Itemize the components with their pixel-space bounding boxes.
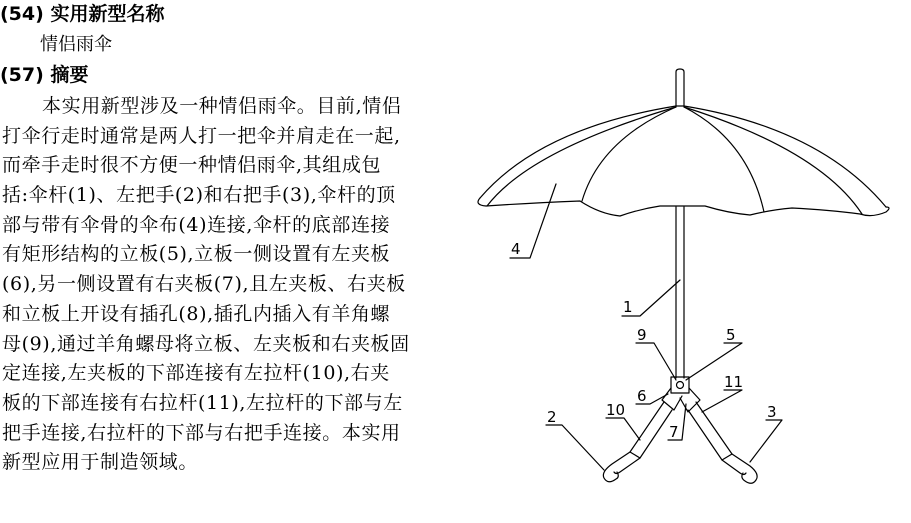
part-label-6: 6 — [637, 387, 647, 405]
right-clamp-plate — [680, 388, 700, 412]
right-pull-rod — [688, 402, 732, 460]
part-label-9: 9 — [637, 326, 647, 344]
part-label-2: 2 — [547, 408, 557, 426]
abstract-line: 板的下部连接有右拉杆(11),左拉杆的下部与左 — [2, 391, 403, 414]
section-54-code: (54) — [0, 3, 44, 25]
section-57-code: (57) — [0, 64, 44, 86]
umbrella-canopy — [480, 106, 886, 207]
abstract-line: 有矩形结构的立板(5),立板一侧设置有左夹板 — [2, 243, 391, 266]
abstract-line: 而牵手走时很不方便一种情侣雨伞,其组成包 — [2, 154, 382, 177]
part-label-10: 10 — [606, 401, 626, 419]
abstract-line: 和立板上开设有插孔(8),插孔内插入有羊角螺 — [2, 302, 391, 325]
umbrella-rib — [582, 107, 676, 201]
abstract-line: 母(9),通过羊角螺母将立板、左夹板和右夹板固 — [2, 332, 410, 355]
abstract-line: 括:伞杆(1)、左把手(2)和右把手(3),伞杆的顶 — [2, 184, 396, 207]
part-label-1: 1 — [623, 298, 633, 316]
umbrella-rib — [684, 107, 862, 214]
leader-line-9 — [636, 343, 676, 380]
abstract-text — [2, 92, 442, 478]
umbrella-shaft — [676, 207, 684, 378]
left-clamp-plate — [662, 388, 682, 410]
abstract-line: 部与带有伞骨的伞布(4)连接,伞杆的底部连接 — [2, 213, 391, 236]
umbrella-drawing — [470, 60, 900, 520]
part-label-5: 5 — [726, 326, 736, 344]
left-pull-rod — [630, 402, 672, 458]
part-label-3: 3 — [767, 403, 777, 421]
abstract-line: 打伞行走时通常是两人打一把伞并肩走在一起, — [2, 124, 401, 147]
part-label-7: 7 — [669, 423, 679, 441]
section-57-heading — [0, 63, 88, 87]
abstract-line: 把手连接,右拉杆的下部与右把手连接。本实用 — [2, 421, 401, 444]
umbrella-rib — [684, 107, 764, 212]
abstract-line: 新型应用于制造领域。 — [2, 451, 199, 474]
abstract-line: 定连接,左夹板的下部连接有左拉杆(10),右夹 — [2, 362, 390, 385]
leader-line-10 — [606, 418, 640, 440]
umbrella-tip — [676, 69, 684, 106]
section-54-label: 实用新型名称 — [50, 3, 165, 25]
section-54-heading — [0, 2, 164, 26]
part-label-4: 4 — [511, 240, 521, 258]
section-57-label: 摘要 — [50, 64, 89, 86]
leader-line-2 — [546, 425, 604, 470]
utility-model-title: 情侣雨伞 — [40, 34, 112, 55]
leader-line-11 — [702, 390, 742, 412]
left-handle — [603, 452, 640, 482]
wing-nut — [677, 382, 684, 389]
leader-line-3 — [750, 420, 782, 462]
part-label-11: 11 — [724, 373, 744, 391]
right-handle — [722, 454, 757, 483]
abstract-line: (6),另一侧设置有右夹板(7),且左夹板、右夹板 — [2, 273, 406, 296]
abstract-line: 本实用新型涉及一种情侣雨伞。目前,情侣 — [42, 95, 402, 117]
